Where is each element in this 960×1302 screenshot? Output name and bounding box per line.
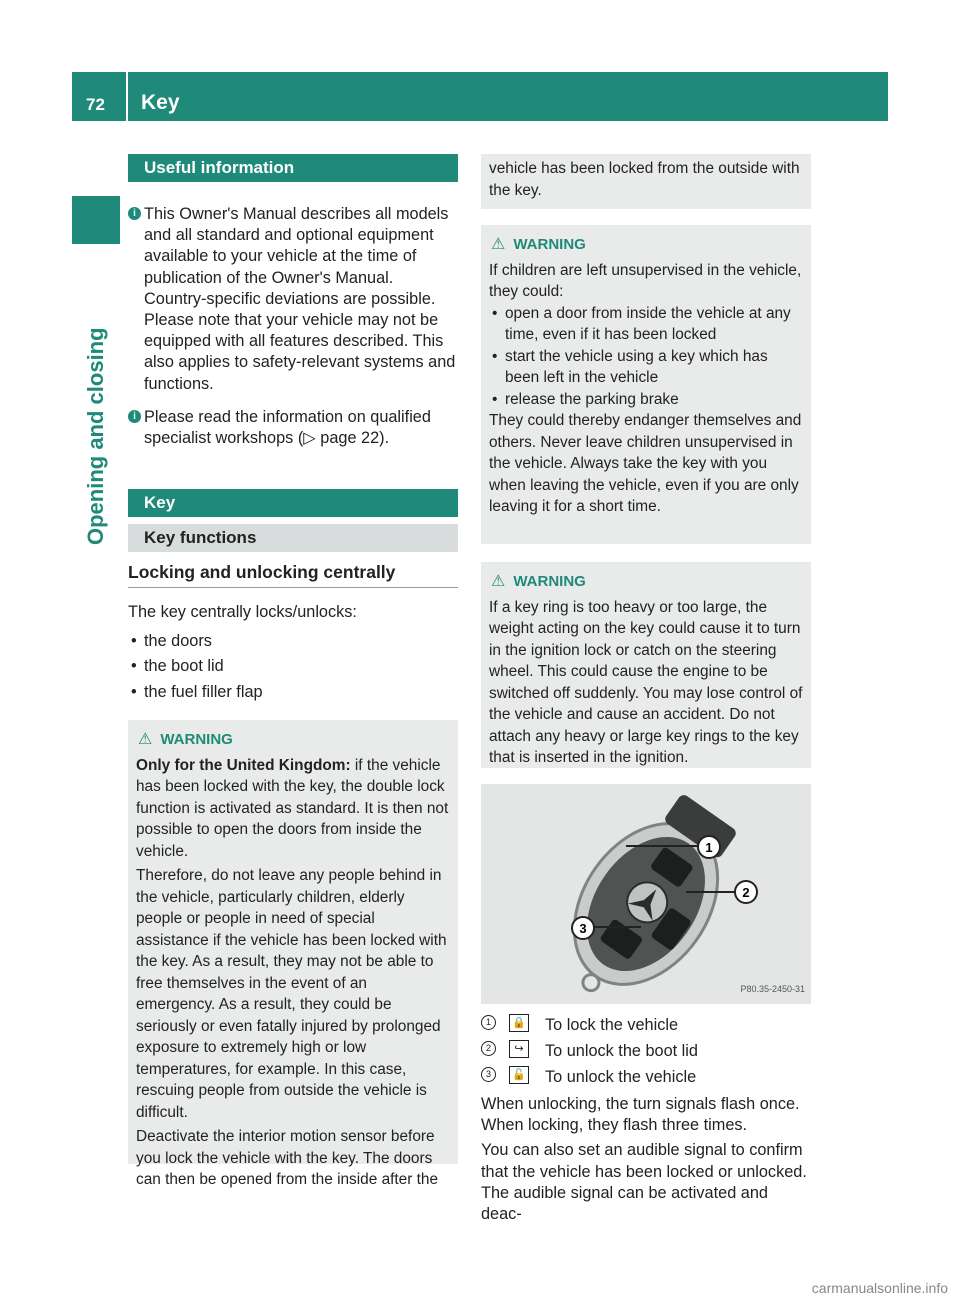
section-side-label: Opening and closing bbox=[83, 327, 108, 545]
useful-info-title: Useful information bbox=[128, 154, 458, 182]
intro-text: The key centrally locks/unlocks: bbox=[128, 603, 357, 622]
warning-continuation bbox=[481, 154, 811, 209]
figure-code: P80.35-2450-31 bbox=[740, 983, 805, 994]
warning-triangle-icon: ⚠ bbox=[491, 573, 506, 590]
info-note-2 bbox=[128, 407, 458, 449]
key-functions-title: Key functions bbox=[128, 524, 458, 552]
warning-paragraph: Deactivate the interior motion sensor before you lock the vehicle with the key. The doors can then be opened from the inside after the bbox=[136, 1128, 439, 1189]
warning-header: ⚠ WARNING bbox=[491, 236, 586, 253]
callout-2: 2 bbox=[742, 885, 750, 900]
boot-lid-icon: ↪ bbox=[509, 1040, 529, 1058]
unlock-icon: 🔓 bbox=[509, 1066, 529, 1084]
legend-text: To lock the vehicle bbox=[545, 1016, 679, 1034]
page-number: 72 bbox=[86, 95, 105, 114]
warning-box bbox=[481, 562, 811, 768]
legend bbox=[481, 1012, 811, 1090]
list-item: • open a door from inside the vehicle at any time, even if it has been locked bbox=[489, 303, 803, 346]
legend-row bbox=[481, 1012, 811, 1038]
header-divider bbox=[126, 72, 128, 121]
warning-continued-text: vehicle has been locked from the outside with the key. bbox=[489, 160, 800, 199]
list-item: • start the vehicle using a key which has been left in the vehicle bbox=[489, 346, 803, 389]
legend-number: 3 bbox=[481, 1067, 496, 1082]
list-item: • the fuel filler flap bbox=[128, 680, 458, 706]
info-text-1: This Owner's Manual describes all models and all standard and optional equipment available to your vehicle at the time of publication of the Owner's Manual. Country-specific deviations are possible. Please note that your vehicle may not be equipped with all features described. This also applies to safety-relevant systems and functions. bbox=[144, 205, 456, 393]
watermark: carmanualsonline.info bbox=[811, 1280, 948, 1296]
legend-number: 1 bbox=[481, 1015, 496, 1030]
list-item: • release the parking brake bbox=[489, 389, 803, 411]
warning-paragraph: If a key ring is too heavy or too large, the weight acting on the key could cause it to turn in the ignition lock or catch on the steering wheel. This could cause the engine to be switched off suddenly. You may lose control of the vehicle and cause an accident. Do not attach any heavy or large key rings to the key that is inserted in the ignition. bbox=[489, 598, 803, 766]
info-icon: i bbox=[128, 410, 141, 423]
legend-text: To unlock the vehicle bbox=[545, 1068, 697, 1086]
warning-paragraph: They could thereby endanger themselves and others. Never leave children unsupervised in the vehicle. Always take the key with you when leaving the vehicle, even if you are only leaving it for a short time. bbox=[489, 412, 802, 515]
right-column bbox=[481, 154, 811, 1225]
info-text-2: Please read the information on qualified specialist workshops (▷ page 22). bbox=[144, 407, 431, 448]
legend-row bbox=[481, 1038, 811, 1064]
legend-text: To unlock the boot lid bbox=[545, 1042, 698, 1060]
legend-number: 2 bbox=[481, 1041, 496, 1056]
warning-triangle-icon: ⚠ bbox=[491, 236, 506, 253]
left-column bbox=[128, 154, 458, 1189]
info-note-1 bbox=[128, 204, 458, 395]
info-icon: i bbox=[128, 207, 141, 220]
callout-1: 1 bbox=[705, 840, 713, 855]
key-figure bbox=[481, 784, 811, 1004]
callout-3: 3 bbox=[579, 921, 587, 936]
list-item: • the boot lid bbox=[128, 654, 458, 680]
warning-box bbox=[481, 225, 811, 544]
body-paragraph: When unlocking, the turn signals flash once. When locking, they flash three times. bbox=[481, 1095, 800, 1135]
vehicle-key-illustration bbox=[481, 784, 811, 1004]
lock-icon: 🔒 bbox=[509, 1014, 529, 1032]
warning-header: ⚠ WARNING bbox=[491, 573, 586, 590]
warning-box bbox=[128, 720, 458, 1189]
locking-heading: Locking and unlocking centrally bbox=[128, 562, 458, 588]
key-section-title: Key bbox=[128, 489, 458, 517]
legend-row bbox=[481, 1064, 811, 1090]
header-bar bbox=[72, 72, 888, 121]
list-item: • the doors bbox=[128, 629, 458, 655]
warning-header: ⚠ WARNING bbox=[138, 731, 233, 749]
warning-paragraph: Only for the United Kingdom: if the vehicle has been locked with the key, the double lock function is activated as standard. It is then not possible to open the doors from inside the vehicle. bbox=[136, 756, 449, 860]
warning-paragraph: Therefore, do not leave any people behind in the vehicle, particularly children, elderly people or people in need of special assistance if the vehicle has been locked with the key. As a result, they may not be able to free themselves in the event of an emergency. As a result, they could be seriously or even fatally injured by prolonged exposure to extremely high or low temperatures, for example. In this case, rescuing people from outside the vehicle is difficult. bbox=[136, 867, 447, 1121]
warning-triangle-icon: ⚠ bbox=[138, 731, 153, 749]
body-paragraph: You can also set an audible signal to confirm that the vehicle has been locked or unlocked. The audible signal can be activated and deac- bbox=[481, 1141, 807, 1224]
warning-paragraph: If children are left unsupervised in the vehicle, they could: bbox=[489, 261, 802, 300]
side-tab-marker bbox=[72, 196, 120, 244]
page-title: Key bbox=[141, 91, 180, 114]
